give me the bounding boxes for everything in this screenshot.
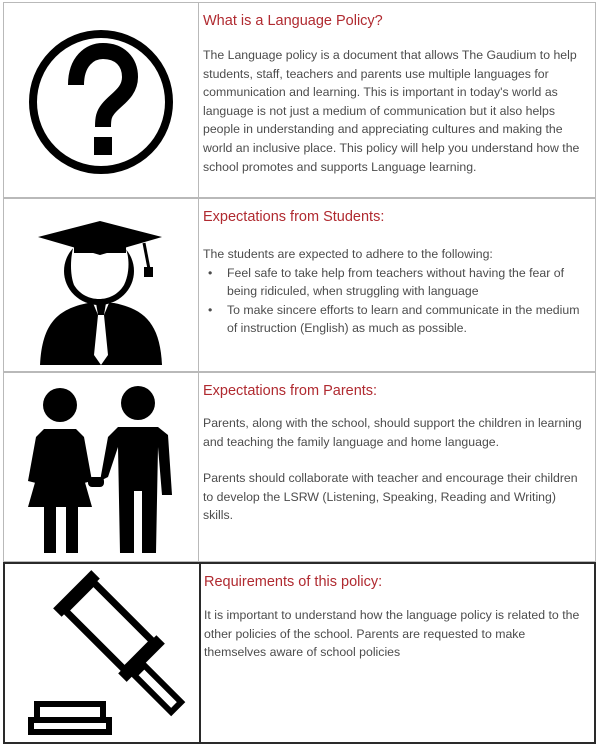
text-cell — [203, 373, 589, 525]
parents-couple-icon — [4, 373, 198, 563]
section-heading: Expectations from Students: — [203, 209, 385, 225]
section-heading: Expectations from Parents: — [203, 383, 378, 399]
graduate-student-icon — [4, 199, 198, 373]
policy-row-language-policy — [3, 2, 596, 198]
section-paragraph: Parents should collaborate with teacher and encourage their children to develop the LSRW (Listening, Speaking, Reading and Writing) skills. — [203, 471, 578, 523]
expectations-list — [203, 264, 589, 338]
section-body — [203, 46, 589, 176]
text-cell — [203, 199, 589, 338]
gavel-icon — [5, 564, 199, 746]
section-paragraph: It is important to understand how the language policy is related to the other policies of the school. Parents are requested to make themselves aware of school policies — [204, 608, 580, 660]
section-body — [204, 606, 588, 662]
policy-row-students — [3, 198, 596, 372]
section-body — [203, 245, 589, 338]
section-heading: Requirements of this policy: — [204, 574, 383, 590]
section-heading: What is a Language Policy? — [203, 13, 383, 29]
icon-cell — [4, 199, 199, 371]
list-item: • To make sincere efforts to learn and communicate in the medium of instruction (English) as much as possible. — [203, 301, 589, 338]
list-item: • Feel safe to take help from teachers without having the fear of being ridiculed, when struggling with language — [203, 264, 589, 301]
policy-row-parents — [3, 372, 596, 562]
icon-cell — [4, 373, 199, 561]
text-cell — [204, 564, 588, 662]
icon-cell — [5, 564, 201, 742]
icon-cell — [4, 3, 199, 197]
section-paragraph: The Language policy is a document that allows The Gaudium to help students, staff, teachers and parents use multiple languages for communication and learning. This is important in today's world as language is not just a medium of communication but it also helps people in understanding and appreciating cultures and making the world an inclusive place. This policy will help you understand how the school promotes and supports Language learning. — [203, 48, 580, 174]
text-cell — [203, 3, 589, 176]
section-intro: The students are expected to adhere to the following: — [203, 247, 493, 261]
question-mark-circle-icon — [4, 3, 198, 199]
section-paragraph: Parents, along with the school, should support the children in learning and teaching the family language and home language. — [203, 416, 582, 449]
section-body — [203, 414, 589, 525]
policy-row-requirements — [3, 562, 596, 744]
